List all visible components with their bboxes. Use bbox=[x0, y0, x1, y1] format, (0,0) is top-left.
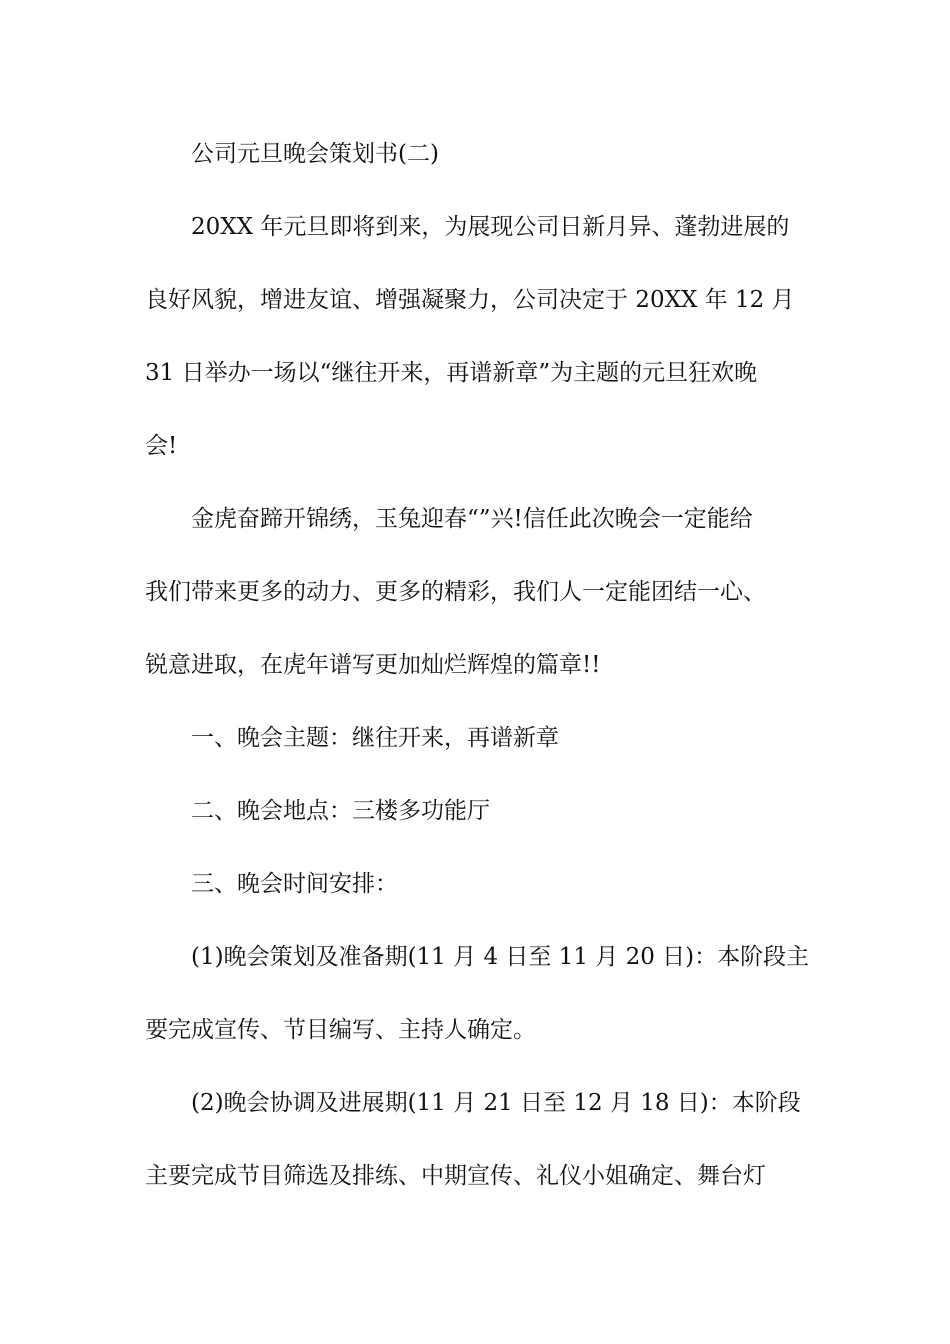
paragraph-line: 31 日举办一场以“继往开来，再谱新章”为主题的元旦狂欢晚 bbox=[145, 360, 758, 386]
paragraph-line: 我们带来更多的动力、更多的精彩，我们人一定能团结一心、 bbox=[145, 579, 766, 605]
paragraph-line: 要完成宣传、节目编写、主持人确定。 bbox=[145, 1017, 536, 1043]
document-body bbox=[145, 118, 810, 1213]
paragraph-line: (1)晚会策划及准备期(11 月 4 日至 11 月 20 日)：本阶段主 bbox=[191, 944, 810, 970]
paragraph-line: 良好风貌，增进友谊、增强凝聚力，公司决定于 20XX 年 12 月 bbox=[145, 287, 795, 313]
section-heading: 三、晚会时间安排： bbox=[191, 871, 398, 897]
paragraph-line: 金虎奋蹄开锦绣，玉兔迎春“”兴!信任此次晚会一定能给 bbox=[191, 506, 753, 532]
section-heading: 一、晚会主题：继往开来，再谱新章 bbox=[191, 725, 559, 751]
document-title: 公司元旦晚会策划书(二) bbox=[191, 141, 439, 167]
paragraph-line: 主要完成节目筛选及排练、中期宣传、礼仪小姐确定、舞台灯 bbox=[145, 1163, 766, 1189]
paragraph-line: 锐意进取，在虎年谱写更加灿烂辉煌的篇章!! bbox=[145, 652, 601, 678]
paragraph-line: (2)晚会协调及进展期(11 月 21 日至 12 月 18 日)：本阶段 bbox=[191, 1090, 801, 1116]
section-heading: 二、晚会地点：三楼多功能厅 bbox=[191, 798, 490, 824]
paragraph-line: 会! bbox=[145, 433, 178, 459]
paragraph-line: 20XX 年元旦即将到来，为展现公司日新月异、蓬勃进展的 bbox=[191, 214, 790, 240]
